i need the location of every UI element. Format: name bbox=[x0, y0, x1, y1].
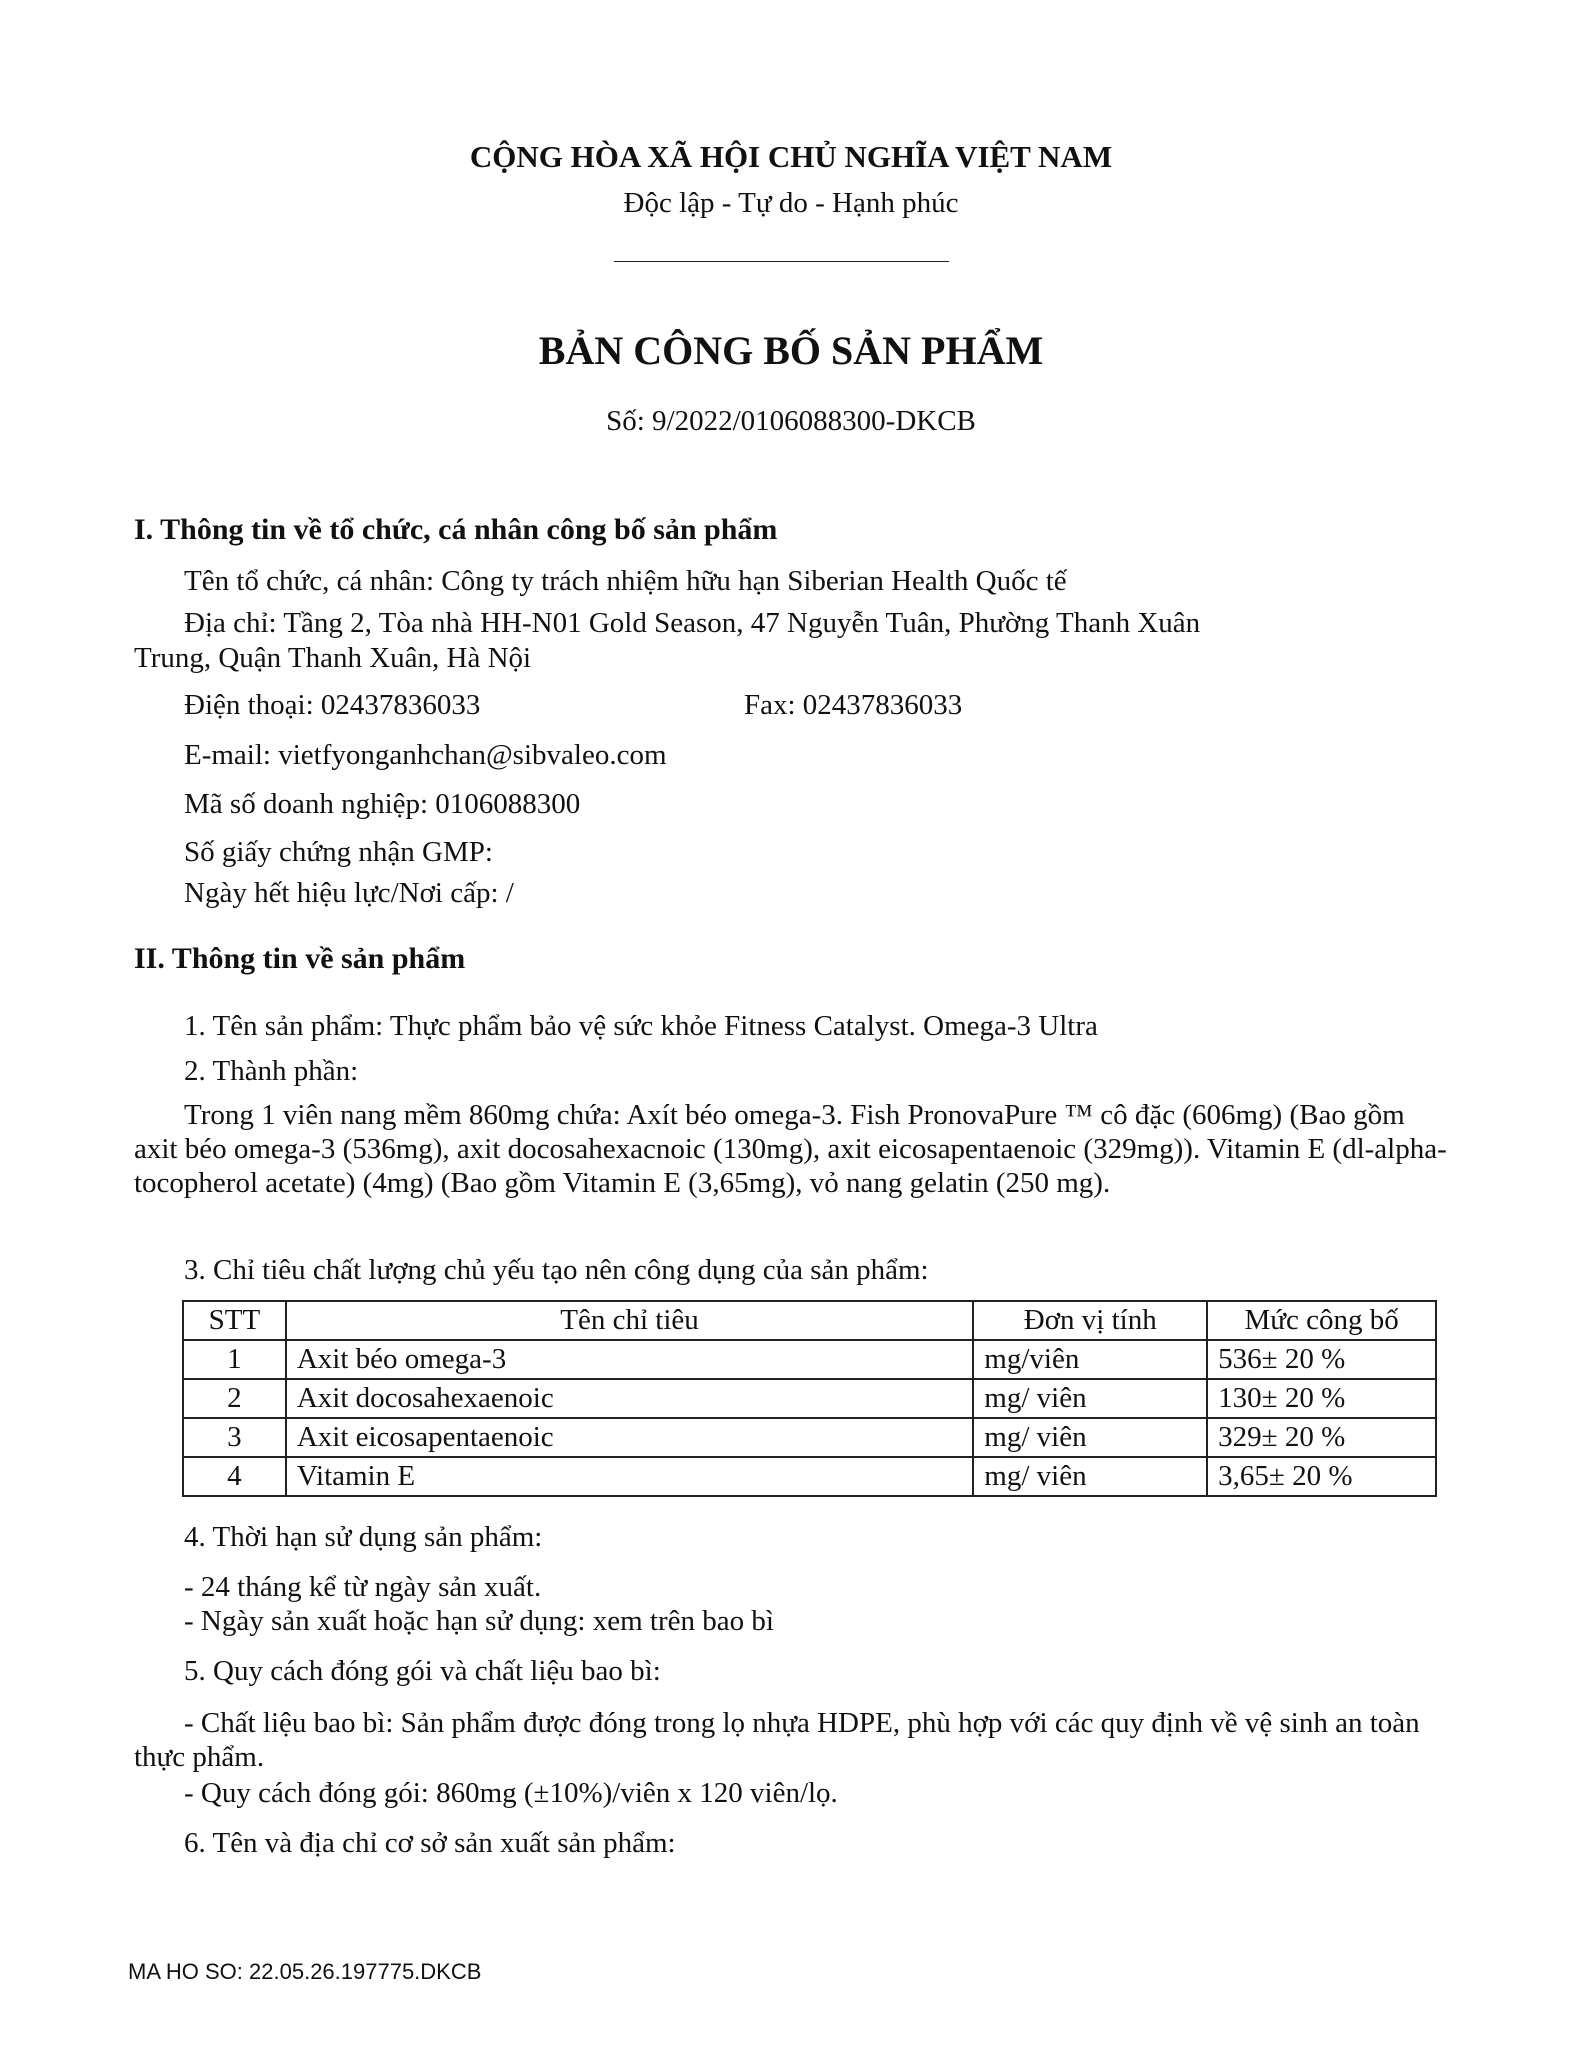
quality-criteria-table bbox=[182, 1300, 1437, 1497]
phone-number: Điện thoại: 02437836033 bbox=[184, 689, 481, 721]
header-unit: Đơn vị tính bbox=[973, 1301, 1207, 1340]
section1-heading: I. Thông tin về tổ chức, cá nhân công bố sản phẩm bbox=[134, 513, 778, 546]
table-row bbox=[183, 1418, 1436, 1457]
manufacturer-label: 6. Tên và địa chỉ cơ sở sản xuất sản phẩm: bbox=[184, 1827, 676, 1859]
cell-stt: 2 bbox=[183, 1379, 286, 1418]
document-title: BẢN CÔNG BỐ SẢN PHẨM bbox=[538, 328, 1044, 373]
header-stt: STT bbox=[183, 1301, 286, 1340]
table-row bbox=[183, 1340, 1436, 1379]
quality-criteria-label: 3. Chỉ tiêu chất lượng chủ yếu tạo nên công dụng của sản phẩm: bbox=[184, 1254, 929, 1286]
cell-level: 130± 20 % bbox=[1207, 1379, 1436, 1418]
address-line-2: Trung, Quận Thanh Xuân, Hà Nội bbox=[134, 642, 532, 674]
production-date-info: - Ngày sản xuất hoặc hạn sử dụng: xem trên bao bì bbox=[184, 1605, 774, 1637]
cell-stt: 4 bbox=[183, 1457, 286, 1496]
business-code: Mã số doanh nghiệp: 0106088300 bbox=[184, 788, 581, 820]
packaging-material: - Chất liệu bao bì: Sản phẩm được đóng trong lọ nhựa HDPE, phù hợp với các quy định về vệ sinh an toàn thực phẩm. bbox=[134, 1707, 1420, 1773]
table-row bbox=[183, 1379, 1436, 1418]
cell-stt: 1 bbox=[183, 1340, 286, 1379]
country-name: CỘNG HÒA XÃ HỘI CHỦ NGHĨA VIỆT NAM bbox=[469, 139, 1113, 174]
cell-criterion: Axit eicosapentaenoic bbox=[286, 1418, 973, 1457]
address-line-1: Địa chỉ: Tầng 2, Tòa nhà HH-N01 Gold Season, 47 Nguyễn Tuân, Phường Thanh Xuân bbox=[184, 607, 1201, 639]
composition-text: Trong 1 viên nang mềm 860mg chứa: Axít béo omega-3. Fish PronovaPure ™ cô đặc (606mg) (Bao gồm axit béo omega-3 (536mg), axit docosahexacnoic (130mg), axit eicosapentaenoic (329mg)). Vitamin E (dl-alpha-tocopherol acetate) (4mg) (Bao gồm Vitamin E (3,65mg), vỏ nang gelatin (250 mg). bbox=[134, 1099, 1447, 1199]
header-declared-level: Mức công bố bbox=[1207, 1301, 1436, 1340]
composition-label: 2. Thành phần: bbox=[184, 1055, 359, 1087]
cell-level: 3,65± 20 % bbox=[1207, 1457, 1436, 1496]
cell-unit: mg/ viên bbox=[973, 1457, 1207, 1496]
header-divider bbox=[614, 261, 949, 262]
expiry-info: Ngày hết hiệu lực/Nơi cấp: / bbox=[184, 877, 514, 909]
shelf-life-label: 4. Thời hạn sử dụng sản phẩm: bbox=[184, 1521, 543, 1553]
cell-unit: mg/ viên bbox=[973, 1418, 1207, 1457]
packaging-spec: - Quy cách đóng gói: 860mg (±10%)/viên x 120 viên/lọ. bbox=[184, 1777, 838, 1809]
cell-unit: mg/ viên bbox=[973, 1379, 1207, 1418]
header-criterion: Tên chỉ tiêu bbox=[286, 1301, 973, 1340]
cell-level: 329± 20 % bbox=[1207, 1418, 1436, 1457]
email-address: E-mail: vietfyonganhchan@sibvaleo.com bbox=[184, 739, 667, 771]
gmp-certificate: Số giấy chứng nhận GMP: bbox=[184, 836, 493, 868]
document-number: Số: 9/2022/0106088300-DKCB bbox=[606, 405, 976, 437]
shelf-life: - 24 tháng kể từ ngày sản xuất. bbox=[184, 1571, 542, 1603]
cell-stt: 3 bbox=[183, 1418, 286, 1457]
product-name: 1. Tên sản phẩm: Thực phẩm bảo vệ sức khỏe Fitness Catalyst. Omega-3 Ultra bbox=[184, 1010, 1098, 1042]
cell-criterion: Axit béo omega-3 bbox=[286, 1340, 973, 1379]
packaging-label: 5. Quy cách đóng gói và chất liệu bao bì: bbox=[184, 1655, 661, 1687]
table-row bbox=[183, 1457, 1436, 1496]
dossier-code: MA HO SO: 22.05.26.197775.DKCB bbox=[128, 1959, 482, 1984]
cell-level: 536± 20 % bbox=[1207, 1340, 1436, 1379]
table-header-row bbox=[183, 1301, 1436, 1340]
cell-criterion: Vitamin E bbox=[286, 1457, 973, 1496]
fax-number: Fax: 02437836033 bbox=[744, 689, 963, 721]
cell-unit: mg/viên bbox=[973, 1340, 1207, 1379]
national-motto: Độc lập - Tự do - Hạnh phúc bbox=[623, 187, 959, 219]
section2-heading: II. Thông tin về sản phẩm bbox=[134, 942, 466, 975]
cell-criterion: Axit docosahexaenoic bbox=[286, 1379, 973, 1418]
org-name: Tên tổ chức, cá nhân: Công ty trách nhiệm hữu hạn Siberian Health Quốc tế bbox=[184, 565, 1067, 597]
